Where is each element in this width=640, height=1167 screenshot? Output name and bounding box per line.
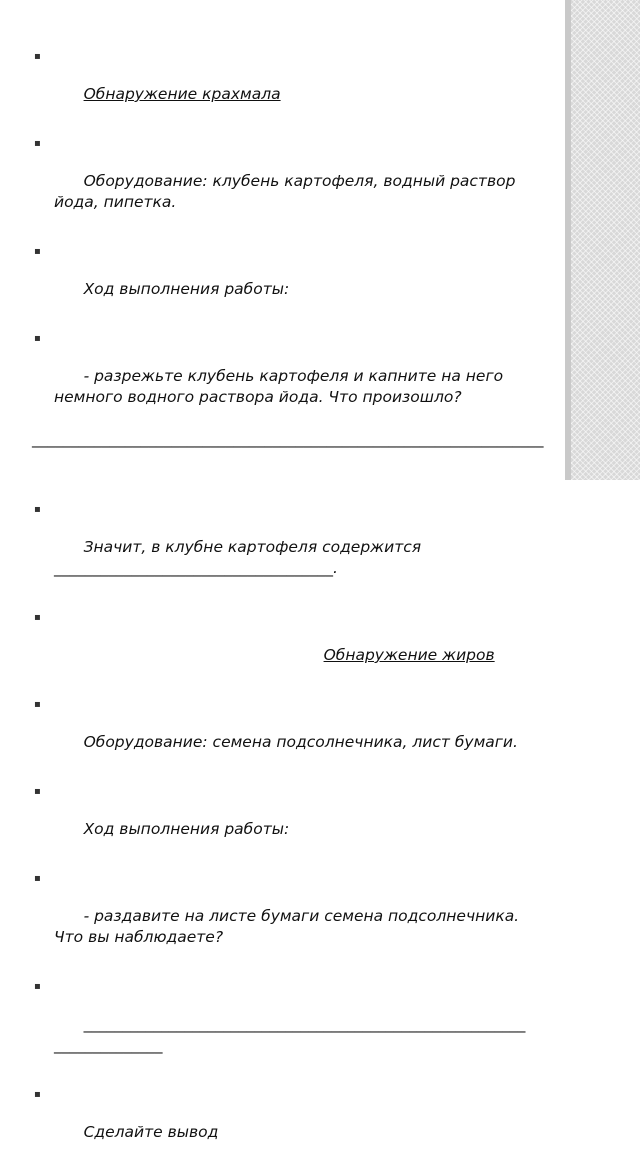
heading-starch: Обнаружение крахмала [83,85,281,103]
bullet-icon: ▪ [34,699,41,710]
bullet-list [32,42,544,1167]
list-item [32,972,532,1077]
decorative-side-panel [571,0,640,480]
bullet-icon: ▪ [34,981,41,992]
bullet-icon: ▪ [34,1089,41,1100]
list-item [32,864,532,969]
equipment-starch: Оборудование: клубень картофеля, водный раствор йода, пипетка. [54,172,521,211]
heading-fats: Обнаружение жиров [323,646,495,664]
bullet-icon: ▪ [34,504,41,515]
bullet-icon: ▪ [34,51,41,62]
procedure-label-starch: Ход выполнения работы: [83,280,290,298]
bullet-icon: ▪ [34,333,41,344]
list-item-heading-starch [32,42,532,126]
procedure-step-fats: - раздавите на листе бумаги семена подсолнечника. Что вы наблюдаете? [54,907,525,946]
bullet-icon: ▪ [34,246,41,257]
list-item [32,690,532,774]
bullet-icon: ▪ [34,612,41,623]
bullet-icon: ▪ [34,873,41,884]
equipment-fats: Оборудование: семена подсолнечника, лист бумаги. [83,733,518,751]
list-item [32,495,532,600]
list-item-heading-fats [32,603,532,687]
list-item [32,324,544,492]
procedure-label-fats: Ход выполнения работы: [83,820,290,838]
list-item [32,1080,532,1164]
bullet-icon: ▪ [34,138,41,149]
final-conclusion: Сделайте вывод [83,1123,219,1141]
bullet-icon: ▪ [34,786,41,797]
procedure-step-starch: - разрежьте клубень картофеля и капните на него немного водного раствора йода. Что произошло? [54,367,509,406]
list-item [32,777,532,861]
list-item [32,129,532,234]
answer-line: __________________________________________________________________ [32,430,544,448]
list-item [32,237,532,321]
answer-line: _______________________________________________________________________ [54,1015,526,1054]
conclusion-starch: Значит, в клубне картофеля содержится ____________________________________. [54,538,427,577]
